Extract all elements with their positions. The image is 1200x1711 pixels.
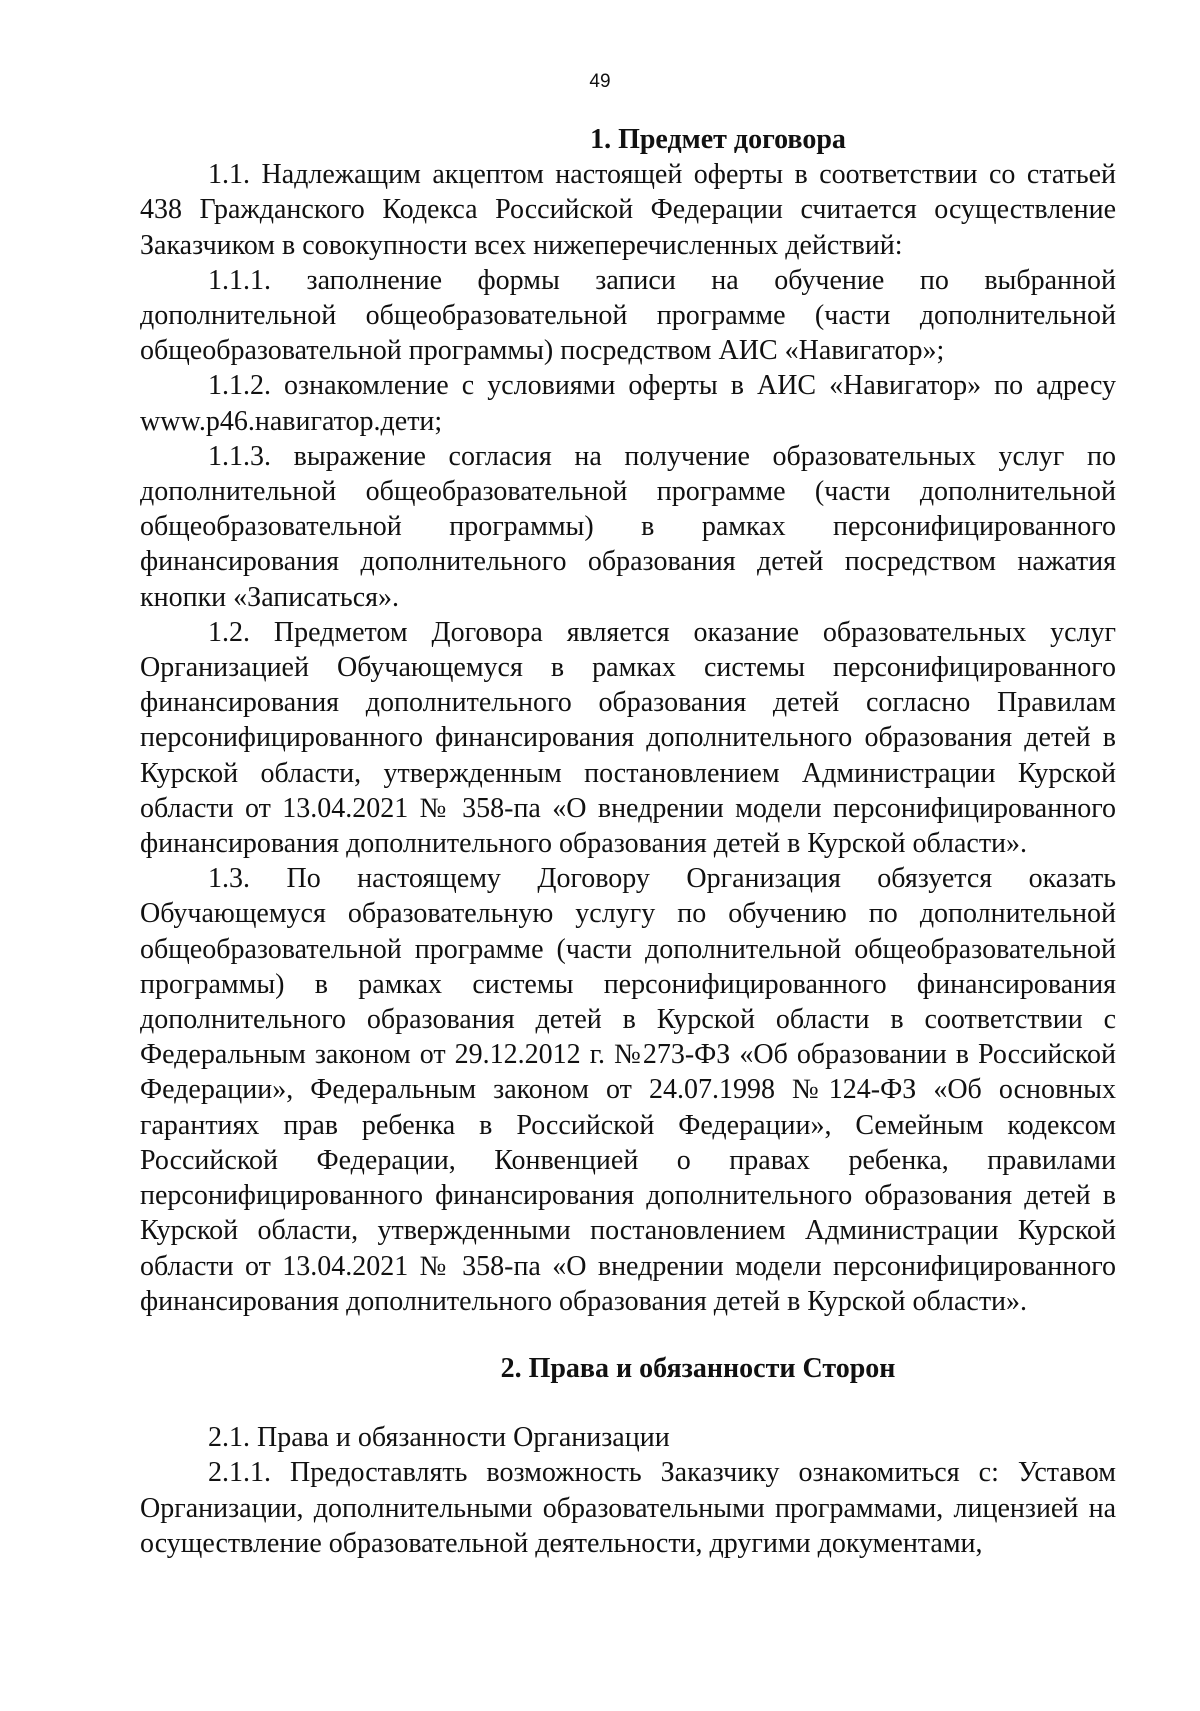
paragraph-1-1-2: 1.1.2. ознакомление с условиями оферты в АИС «Навигатор» по адресу www.р46.навигатор.дети;: [140, 370, 1116, 437]
paragraph-1-3: 1.3. По настоящему Договору Организация обязуется оказать Обучающемуся образовательную услугу по обучению по дополнительной общеобразовательной программе (части дополнительной общеобразовательной программы) в рамках системы персонифицированного финансирования дополнительного образования детей в Курской области в соответствии с Федеральным законом от 29.12.2012 г. №273-ФЗ «Об образовании в Российской Федерации», Федеральным законом от 24.07.1998 №124-ФЗ «Об основных гарантиях прав ребенка в Российской Федерации», Семейным кодексом Российской Федерации, Конвенцией о правах ребенка, правилами персонифицированного финансирования дополнительного образования детей в Курской области, утвержденными постановлением Администрации Курской области от 13.04.2021 № 358-па «О внедрении модели персонифицированного финансирования дополнительного образования детей в Курской области».: [140, 863, 1116, 1317]
paragraph-2-1-1: 2.1.1. Предоставлять возможность Заказчику ознакомиться с: Уставом Организации, дополнительными образовательными программами, лицензией на осуществление образовательной деятельности, другими документами,: [140, 1457, 1116, 1559]
paragraph-1-1-1: 1.1.1. заполнение формы записи на обучение по выбранной дополнительной общеобразовательной программе (части дополнительной общеобразовательной программы) посредством АИС «Навигатор»;: [140, 264, 1116, 367]
page-number: 49: [589, 71, 611, 92]
paragraph-1-1: 1.1. Надлежащим акцептом настоящей оферты в соответствии со статьей 438 Гражданского Кодекса Российской Федерации считается осуществление Заказчиком в совокупности всех нижеперечисленных действий:: [140, 159, 1116, 261]
paragraph-1-2: 1.2. Предметом Договора является оказание образовательных услуг Организацией Обучающемуся в рамках системы персонифицированного финансирования дополнительного образования детей согласно Правилам персонифицированного финансирования дополнительного образования детей в Курской области, утвержденным постановлением Администрации Курской области от 13.04.2021 № 358-па «О внедрении модели персонифицированного финансирования дополнительного образования детей в Курской области».: [140, 616, 1116, 860]
section-spacer: [140, 1386, 1116, 1420]
subsection-2-1-heading: 2.1. Права и обязанности Организации: [208, 1422, 670, 1454]
document-body: [140, 122, 1116, 1561]
section-spacer: [140, 1319, 1116, 1351]
paragraph-1-1-3: 1.1.3. выражение согласия на получение образовательных услуг по дополнительной общеобразовательной программе (части дополнительной общеобразовательной программы) в рамках персонифицированного финансирования дополнительного образования детей посредством нажатия кнопки «Записаться».: [140, 440, 1116, 613]
section-2-heading: 2. Права и обязанности Сторон: [500, 1352, 896, 1384]
section-1-heading: 1. Предмет договора: [590, 124, 846, 155]
